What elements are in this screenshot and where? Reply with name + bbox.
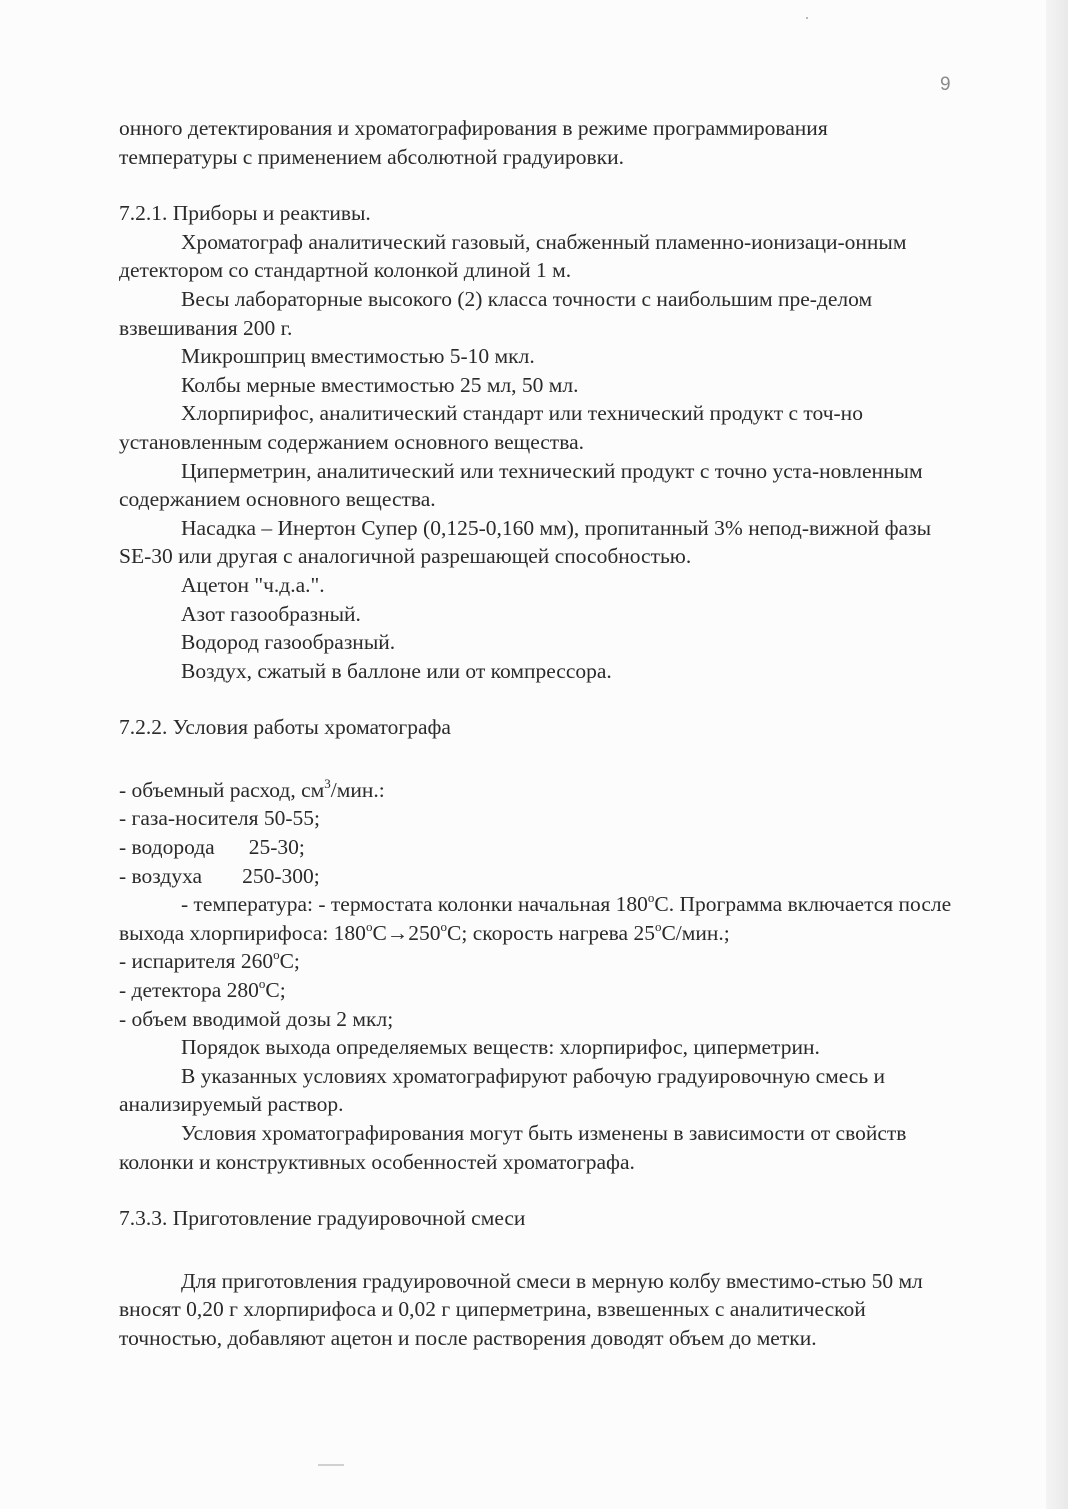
list-item: Водород газообразный. xyxy=(181,630,396,655)
list-item: Насадка – Инертон Супер (0,125-0,160 мм), пропитанный 3% непод-вижной фазы SE-30 или другая с аналогичной разрешающей способностью. xyxy=(119,515,932,569)
list-item: Весы лабораторные высокого (2) класса точности с наибольшим пре-делом взвешивания 200 г. xyxy=(119,286,873,340)
list-item: Хроматограф аналитический газовый, снабженный пламенно-ионизаци-онным детектором со стандартной колонкой длиной 1 м. xyxy=(119,229,907,283)
document-body xyxy=(119,114,959,1353)
list-item: Ацетон "ч.д.а.". xyxy=(181,572,325,597)
list-item: Микрошприц вместимостью 5-10 мкл. xyxy=(181,344,535,369)
section-heading-7-3-3: 7.3.3. Приготовление градуировочной смеси xyxy=(119,1206,526,1231)
air-line: - воздуха 250-300; xyxy=(119,863,320,888)
dose-line: - объем вводимой дозы 2 мкл; xyxy=(119,1006,394,1031)
page-number: 9 xyxy=(940,74,951,95)
section-heading-7-2-2: 7.2.2. Условия работы хроматографа xyxy=(119,715,451,740)
changeable-conditions-paragraph: Условия хроматографирования могут быть изменены в зависимости от свойств колонки и конструктивных особенностей хроматографа. xyxy=(119,1121,907,1174)
list-item: Колбы мерные вместимостью 25 мл, 50 мл. xyxy=(181,372,579,397)
preparation-paragraph: Для приготовления градуировочной смеси в мерную колбу вместимо-стью 50 мл вносят 0,20 г хлорпирифоса и 0,02 г циперметрина, взвешенных с аналитической точностью, добавляют ацетон и после растворения доводят объем до метки. xyxy=(119,1268,923,1350)
section-heading-7-2-1: 7.2.1. Приборы и реактивы. xyxy=(119,201,371,226)
carrier-gas-line: - газа-носителя 50-55; xyxy=(119,806,320,831)
scan-speck xyxy=(806,17,808,19)
scan-mark xyxy=(318,1464,344,1466)
conditions-paragraph: В указанных условиях хроматографируют рабочую градуировочную смесь и анализируемый раствор. xyxy=(119,1063,886,1117)
detector-line: - детектора 280$^o$С; xyxy=(119,976,286,1003)
list-item: Азот газообразный. xyxy=(181,601,361,626)
evaporator-line: - испарителя 260$^o$С; xyxy=(119,947,300,974)
scan-edge-shadow xyxy=(1046,0,1068,1509)
hydrogen-line: - водорода 25-30; xyxy=(119,835,305,860)
intro-line-2: температуры с применением абсолютной градуировки. xyxy=(119,144,624,169)
flow-rate-line: - объемный расход, $см^3$/мин.: xyxy=(119,775,385,802)
list-item: Циперметрин, аналитический или технический продукт с точно уста-новленным содержанием основного вещества. xyxy=(119,458,923,512)
elution-order: Порядок выхода определяемых веществ: хлорпирифос, циперметрин. xyxy=(181,1035,820,1060)
list-item: Воздух, сжатый в баллоне или от компрессора. xyxy=(181,658,612,683)
list-item: Хлорпирифос, аналитический стандарт или технический продукт с точ-но установленным содержанием основного вещества. xyxy=(119,401,863,454)
temperature-program: - температура: - термостата колонки начальная 180$^o$С. Программа включается после выхода хлорпирифоса: $180^oС\to 250^oС$; скорость нагрева 25$^o$С/мин.; xyxy=(119,890,952,945)
intro-line-1: онного детектирования и хроматографирования в режиме программирования xyxy=(119,116,828,140)
